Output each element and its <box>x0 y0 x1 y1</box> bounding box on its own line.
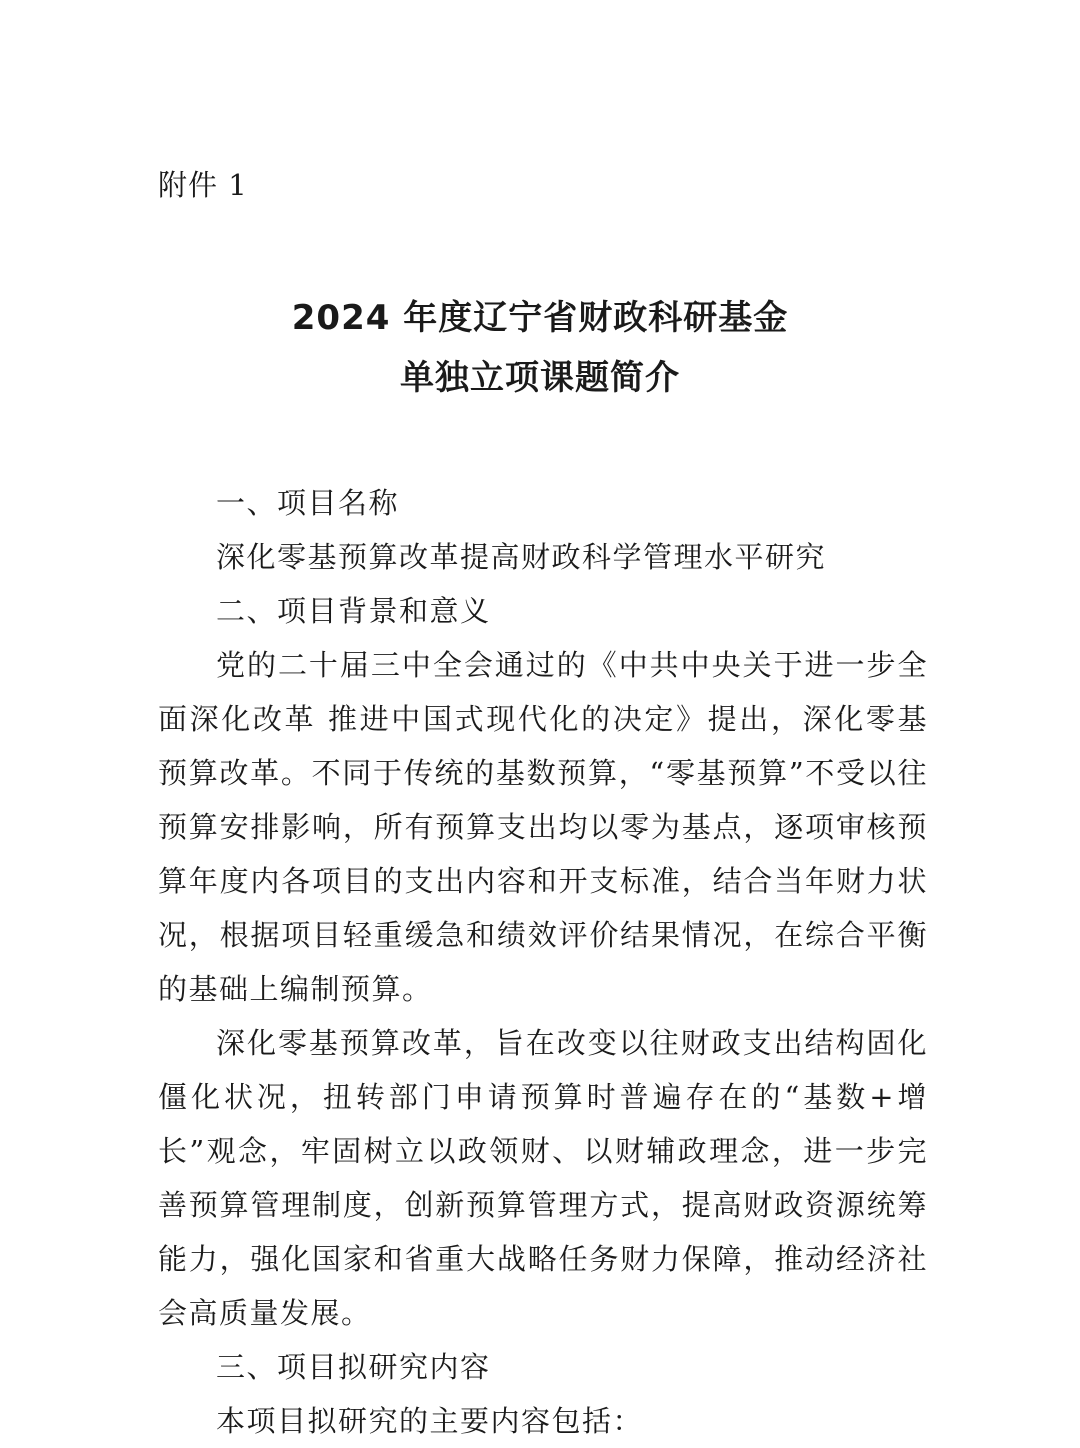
research-content-intro: 本项目拟研究的主要内容包括： <box>216 1404 644 1438</box>
document-title-line-1: 2024 年度辽宁省财政科研基金 <box>291 298 789 338</box>
background-paragraph-2: 深化零基预算改革，旨在改变以往财政支出结构固化僵化状况，扭转部门申请预算时普遍存在的“基数+增长”观念，牢固树立以政领财、以财辅政理念，进一步完善预算管理制度，创新预算管理方式，提高财政资源统筹能力，强化国家和省重大战略任务财力保障，推动经济社会高质量发展。 <box>158 1026 928 1330</box>
attachment-label: 附件 1 <box>158 168 248 202</box>
section-3-heading: 三、项目拟研究内容 <box>216 1350 491 1384</box>
document-body <box>158 476 928 1448</box>
background-paragraph-1: 党的二十届三中全会通过的《中共中央关于进一步全面深化改革 推进中国式现代化的决定》提出，深化零基预算改革。不同于传统的基数预算，“零基预算”不受以往预算安排影响，所有预算支出均以零为基点，逐项审核预算年度内各项目的支出内容和开支标准，结合当年财力状况，根据项目轻重缓急和绩效评价结果情况，在综合平衡的基础上编制预算。 <box>158 648 928 1006</box>
document-title-line-2: 单独立项课题简介 <box>400 358 680 398</box>
project-name-text: 深化零基预算改革提高财政科学管理水平研究 <box>216 540 827 574</box>
section-1-heading: 一、项目名称 <box>216 486 400 520</box>
section-2-heading: 二、项目背景和意义 <box>216 594 491 628</box>
